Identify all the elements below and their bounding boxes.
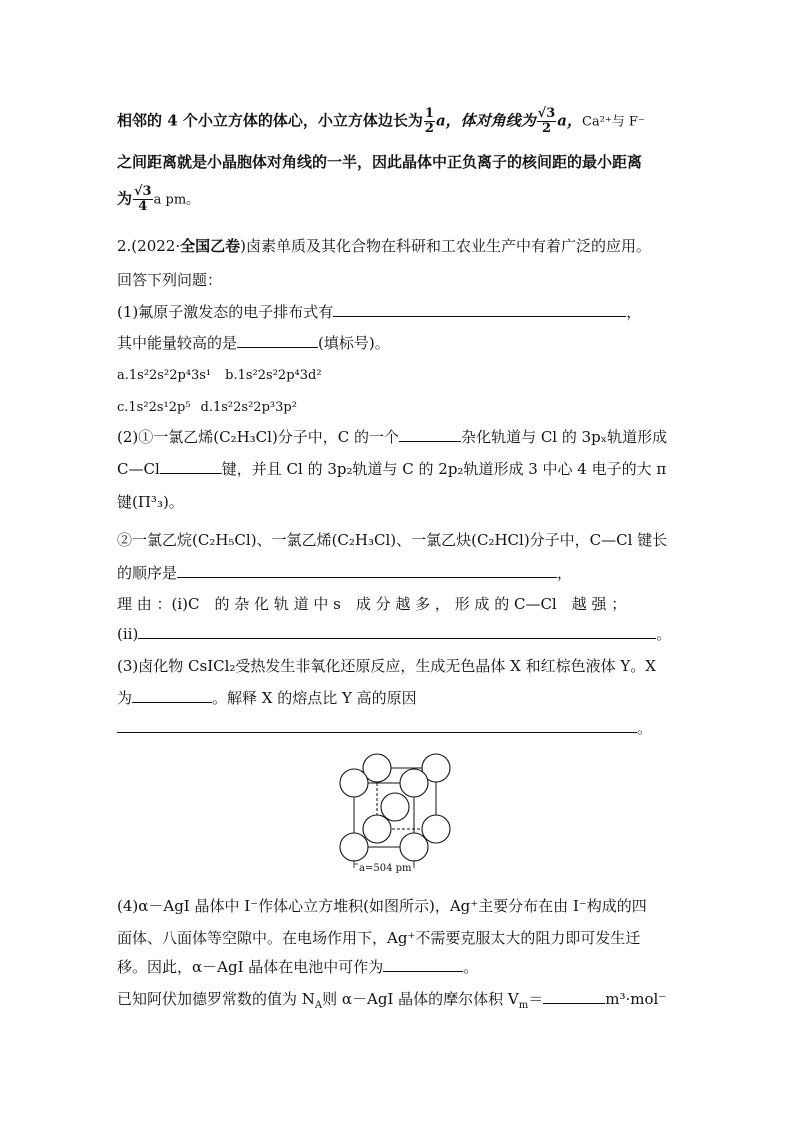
option-c: c.1s²2s¹2p⁵ <box>117 400 191 415</box>
option-d: d.1s²2s²2p³3p² <box>200 400 297 415</box>
fraction-numerator: √3 <box>134 184 152 199</box>
answer-blank[interactable] <box>177 563 557 578</box>
fraction-denominator: 2 <box>541 121 551 136</box>
part-2-line-4: ②一氯乙烷(C₂H₅Cl)、一氯乙烯(C₂H₃Cl)、一氯乙炔(C₂HCl)分子中，C—Cl 键长 <box>117 531 668 549</box>
answer-blank[interactable] <box>543 989 605 1004</box>
solution-text: 为 <box>117 189 133 208</box>
subscript-a: A <box>314 1000 323 1011</box>
part-4-text: 移。因此，α－AgI 晶体在电池中可作为 <box>117 958 384 976</box>
part-3-text: 为 <box>117 689 133 707</box>
answer-blank[interactable] <box>138 624 656 639</box>
part-2-line-5 <box>117 563 572 583</box>
part-4-line-4 <box>117 989 666 1009</box>
question-source: 全国乙卷 <box>180 237 241 255</box>
equals-sign: ＝ <box>528 990 544 1008</box>
part-2-text: 键，并且 Cl 的 3p₂轨道与 C 的 2p₂轨道形成 3 中心 4 电子的大 π <box>221 460 667 478</box>
part-1-text: (填标号)。 <box>318 334 390 352</box>
part-4-text: 则 α－AgI 晶体的摩尔体积 V <box>322 990 519 1008</box>
solution-line-2: 之间距离就是小晶胞体对角线的一半，因此晶体中正负离子的核间距的最小距离 <box>117 153 643 171</box>
fraction-root3-over-2 <box>537 107 557 136</box>
punctuation: 。 <box>656 625 672 643</box>
part-2-text: (ⅱ) <box>117 625 139 643</box>
part-4-line-1: (4)α－AgI 晶体中 I⁻作体心立方堆积(如图所示)，Ag⁺主要分布在由 I⁻构成的四 <box>117 897 647 915</box>
fraction-denominator: 2 <box>424 121 434 136</box>
answer-blank[interactable] <box>132 688 212 703</box>
answer-blank[interactable] <box>117 718 637 733</box>
part-2-line-6: 理 由 ：(ⅰ)C 的 杂 化 轨 道 中 s 成 分 越 多 ， 形 成 的 C—Cl 越 强 ； <box>117 595 627 613</box>
part-4-line-2: 面体、八面体等空隙中。在电场作用下，Ag⁺不需要克服太大的阻力即可发生迁 <box>117 929 641 947</box>
solution-text: a， <box>557 111 582 130</box>
fraction-half <box>424 107 435 136</box>
part-2-line-2 <box>117 459 666 479</box>
solution-text: a，体对角线为 <box>435 111 536 130</box>
answer-blank[interactable] <box>333 302 626 317</box>
options-row-2 <box>117 398 297 418</box>
punctuation: 。 <box>637 719 653 737</box>
solution-text: Ca²⁺与 F⁻ <box>582 114 645 130</box>
answer-blank[interactable] <box>237 333 318 348</box>
crystal-structure-figure <box>336 750 460 880</box>
solution-text: a pm。 <box>153 192 200 208</box>
question-2-header <box>117 236 651 256</box>
question-number: 2.(2022· <box>117 237 181 255</box>
unit-text: m³·mol⁻ <box>605 990 667 1008</box>
part-2-line-7 <box>117 624 671 644</box>
part-1-text: (1)氟原子激发态的电子排布式有 <box>117 303 334 321</box>
subscript-m: m <box>518 1000 529 1011</box>
punctuation: 。 <box>463 958 479 976</box>
option-b: b.1s²2s²2p⁴3d² <box>225 368 322 383</box>
part-2-text: 的顺序是 <box>117 564 178 582</box>
part-3-line-2 <box>117 688 417 708</box>
fraction-numerator: √3 <box>537 106 556 121</box>
part-2-line-3: 键(Π³₃)。 <box>117 493 184 511</box>
part-3-line-3 <box>117 718 652 738</box>
answer-blank[interactable] <box>383 957 463 972</box>
solution-line-3 <box>117 185 199 214</box>
question-prompt: 回答下列问题： <box>117 271 223 289</box>
options-row-1 <box>117 366 322 386</box>
punctuation: ， <box>626 303 642 321</box>
part-3-text: 。解释 X 的熔点比 Y 高的原因 <box>212 689 417 707</box>
fraction-root3-over-4 <box>133 185 153 214</box>
fraction-numerator: 1 <box>424 106 434 121</box>
part-1-text: 其中能量较高的是 <box>117 334 238 352</box>
part-2-text: C—Cl <box>117 460 160 478</box>
option-a: a.1s²2s²2p⁴3s¹ <box>117 368 212 383</box>
bcc-unit-cell-diagram <box>336 750 460 876</box>
part-3-line-1: (3)卤化物 CsICl₂受热发生非氧化还原反应，生成无色晶体 X 和红棕色液体 Y。X <box>117 657 656 675</box>
solution-text: 相邻的 4 个小立方体的体心，小立方体边长为 <box>117 111 423 130</box>
solution-line-1 <box>117 107 645 136</box>
part-4-line-3 <box>117 957 478 977</box>
part-2-line-1 <box>117 427 667 447</box>
answer-blank[interactable] <box>160 459 222 474</box>
part-2-text: 杂化轨道与 Cl 的 3pₓ轨道形成 <box>461 428 668 446</box>
question-stem: )卤素单质及其化合物在科研和工农业生产中有着广泛的应用。 <box>240 237 651 255</box>
answer-blank[interactable] <box>399 427 461 442</box>
part-1-line-1 <box>117 302 641 322</box>
part-2-text: (2)①一氯乙烯(C₂H₃Cl)分子中，C 的一个 <box>117 428 400 446</box>
part-4-text: 已知阿伏加德罗常数的值为 N <box>117 990 315 1008</box>
punctuation: ， <box>557 564 573 582</box>
lattice-parameter-label: a=504 pm <box>359 863 412 874</box>
fraction-denominator: 4 <box>138 199 148 214</box>
part-1-line-2 <box>117 333 390 353</box>
